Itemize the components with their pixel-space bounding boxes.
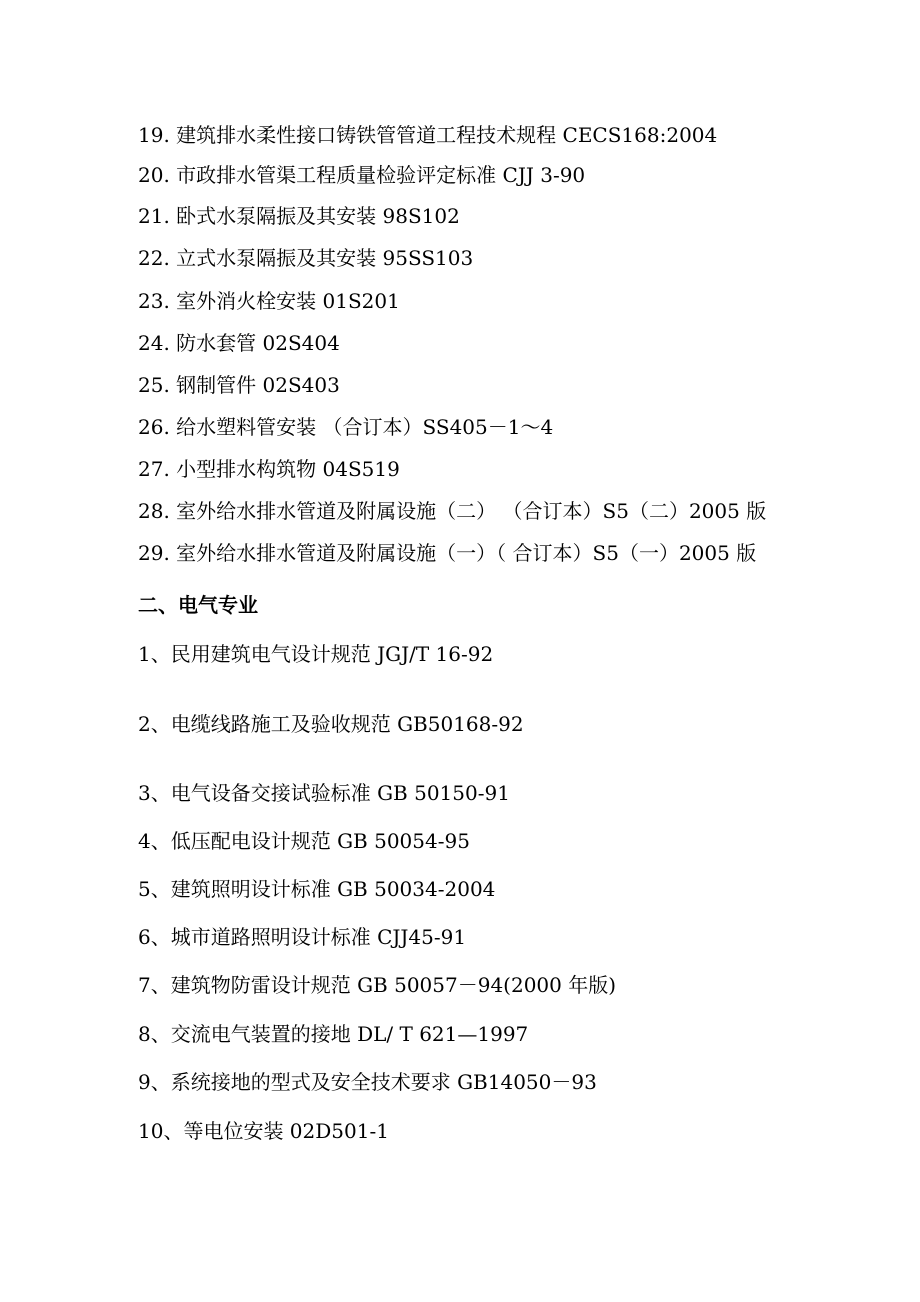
electrical-item-3: 3、电气设备交接试验标准 GB 50150-91 (138, 781, 510, 805)
section-heading-electrical: 二、电气专业 (138, 593, 258, 617)
list-item-19: 19. 建筑排水柔性接口铸铁管管道工程技术规程 CECS168:2004 (138, 123, 718, 147)
electrical-item-8: 8、交流电气装置的接地 DL/ T 621—1997 (138, 1022, 529, 1046)
list-item-27: 27. 小型排水构筑物 04S519 (138, 457, 400, 481)
list-item-21: 21. 卧式水泵隔振及其安装 98S102 (138, 204, 460, 228)
list-item-28: 28. 室外给水排水管道及附属设施（二） （合订本）S5（二）2005 版 (138, 499, 767, 523)
electrical-item-4: 4、低压配电设计规范 GB 50054-95 (138, 829, 470, 853)
list-item-22: 22. 立式水泵隔振及其安装 95SS103 (138, 246, 474, 270)
list-item-26: 26. 给水塑料管安装 （合订本）SS405－1～4 (138, 415, 554, 439)
electrical-item-7: 7、建筑物防雷设计规范 GB 50057－94(2000 年版) (138, 973, 617, 997)
electrical-item-1: 1、民用建筑电气设计规范 JGJ/T 16-92 (138, 642, 494, 666)
list-item-25: 25. 钢制管件 02S403 (138, 373, 340, 397)
list-item-24: 24. 防水套管 02S404 (138, 331, 340, 355)
electrical-item-2: 2、电缆线路施工及验收规范 GB50168-92 (138, 712, 524, 736)
electrical-item-6: 6、城市道路照明设计标准 CJJ45-91 (138, 925, 467, 949)
electrical-item-9: 9、系统接地的型式及安全技术要求 GB14050－93 (138, 1070, 597, 1094)
list-item-23: 23. 室外消火栓安装 01S201 (138, 289, 400, 313)
electrical-item-10: 10、等电位安装 02D501-1 (138, 1119, 389, 1143)
list-item-29: 29. 室外给水排水管道及附属设施（一）（ 合订本）S5（一）2005 版 (138, 541, 757, 565)
electrical-item-5: 5、建筑照明设计标准 GB 50034-2004 (138, 877, 496, 901)
list-item-20: 20. 市政排水管渠工程质量检验评定标准 CJJ 3-90 (138, 163, 586, 187)
